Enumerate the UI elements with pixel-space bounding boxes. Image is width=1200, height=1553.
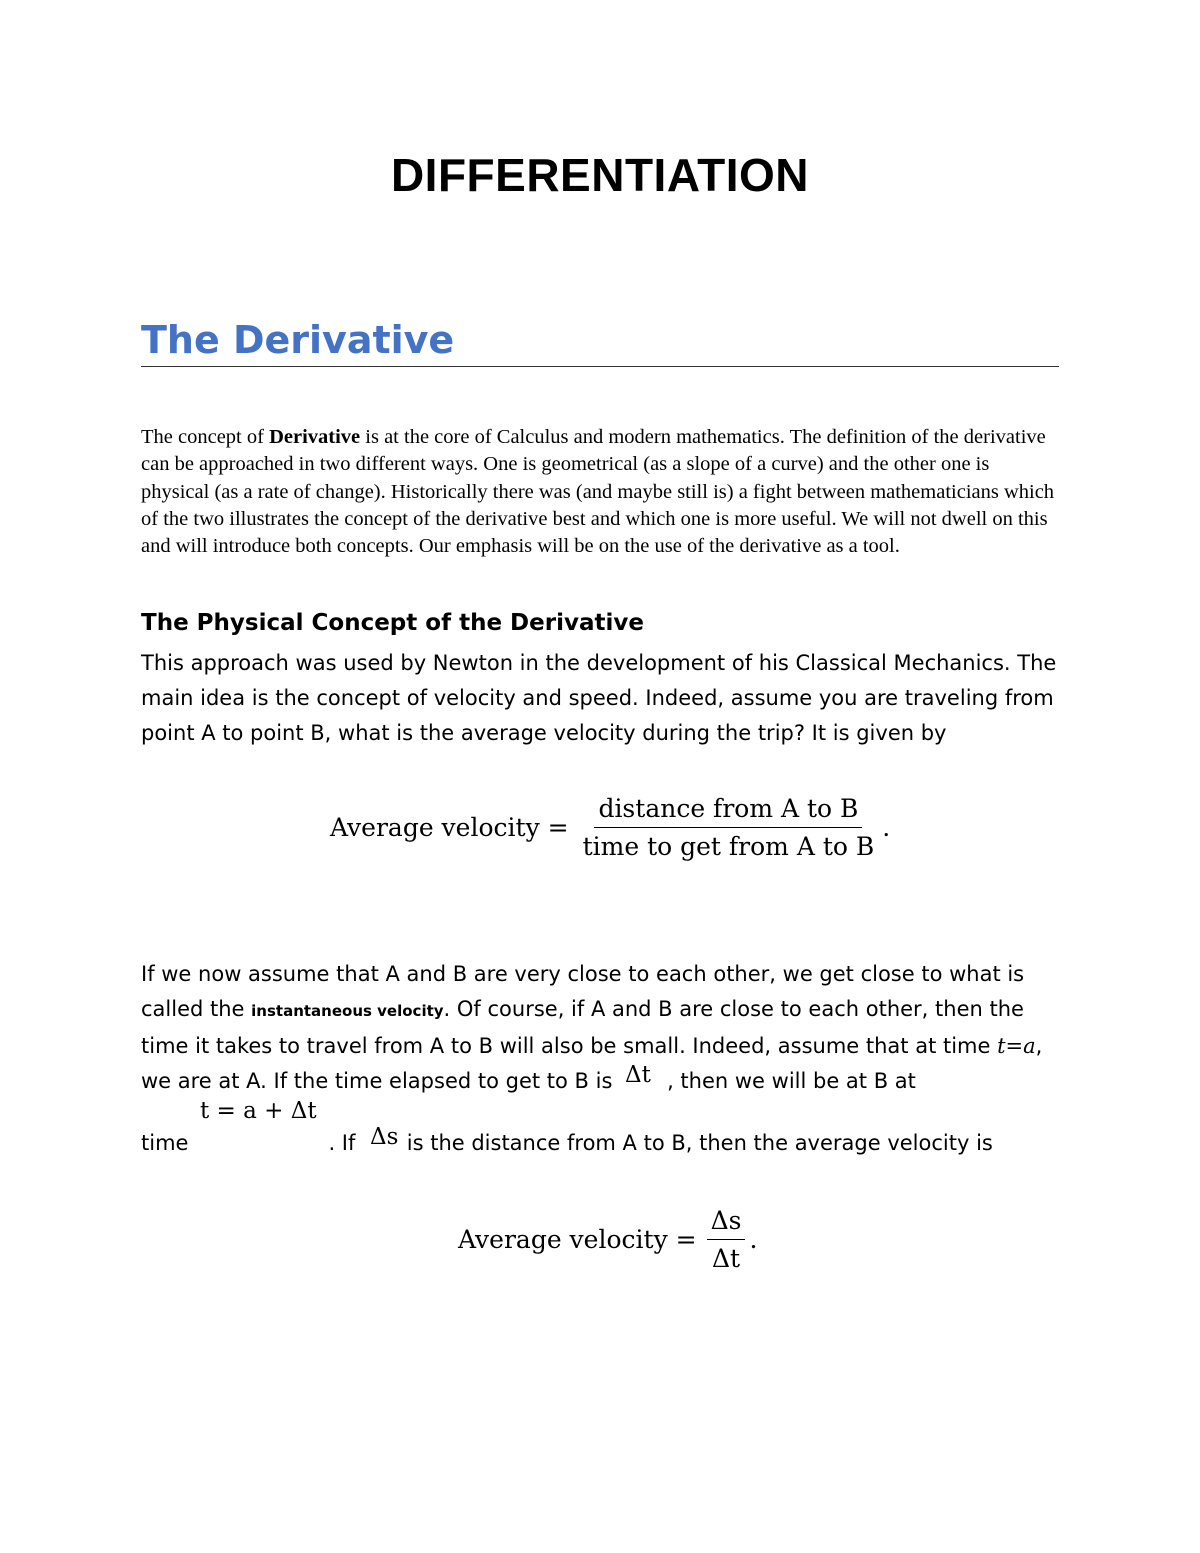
equation2-period: .: [749, 1225, 758, 1254]
intro-rest: is at the core of Calculus and modern mathematics. The definition of the derivative can be approached in two different ways. One is geometrical (as a slope of a curve) and the other one is physical (as a rate of change). Historically there was (and maybe still is) a fight between mathematicians which of the two illustrates the concept of the derivative best and which one is more useful. We will not dwell on this and will introduce both concepts. Our emphasis will be on the use of the derivative as a tool.: [141, 426, 1055, 558]
average-velocity-delta-equation: [458, 1206, 757, 1273]
subsection-heading: The Physical Concept of the Derivative: [141, 610, 644, 636]
equation-denominator: time to get from A to B: [582, 832, 875, 861]
para2-text-4: , then we will be at B at: [667, 1069, 916, 1093]
delta-t-math: Δt: [625, 1062, 651, 1088]
equation2-fraction: [707, 1206, 746, 1273]
para2-text-2: . Of course, if A and B are close to each other, then the time it takes to travel from A to B will also be small. Indeed, assume that at time: [141, 997, 1024, 1058]
time-equation-math: t = a + Δt: [200, 1098, 317, 1124]
delta-s-math: Δs: [370, 1124, 399, 1150]
document-title: DIFFERENTIATION: [390, 149, 810, 201]
equation-period: .: [882, 813, 891, 842]
instantaneous-velocity-paragraph: [141, 957, 1061, 1161]
para2-text-7: is the distance from A to B, then the average velocity is: [400, 1131, 993, 1155]
t-equals-a: t=a: [997, 1034, 1036, 1058]
equation2-numerator: Δs: [707, 1206, 746, 1240]
equation-lhs: Average velocity =: [330, 813, 569, 842]
section-divider: [141, 366, 1059, 367]
average-velocity-equation: [330, 794, 890, 861]
physical-concept-paragraph: This approach was used by Newton in the development of his Classical Mechanics. The main idea is the concept of velocity and speed. Indeed, assume you are traveling from point A to point B, what is the average velocity during the trip? It is given by: [141, 651, 1057, 745]
para2-text-3: , we are at A. If the time elapsed to get to B is: [141, 1034, 1043, 1093]
para2-text-5: time: [141, 1131, 189, 1155]
equation-fraction: [579, 794, 879, 861]
instantaneous-velocity-term: instantaneous velocity: [251, 1002, 444, 1020]
equation2-denominator: Δt: [711, 1244, 741, 1273]
intro-lead: The concept of: [141, 426, 270, 448]
intro-paragraph: [141, 424, 1061, 560]
para2-text-6: . If: [328, 1131, 363, 1155]
para2-text-1: If we now assume that A and B are very close to each other, we get close to what is called the: [141, 962, 1025, 1021]
intro-term: Derivative: [269, 426, 361, 448]
section-heading: The Derivative: [141, 318, 455, 362]
equation2-lhs: Average velocity =: [458, 1225, 697, 1254]
equation-numerator: distance from A to B: [594, 794, 862, 828]
